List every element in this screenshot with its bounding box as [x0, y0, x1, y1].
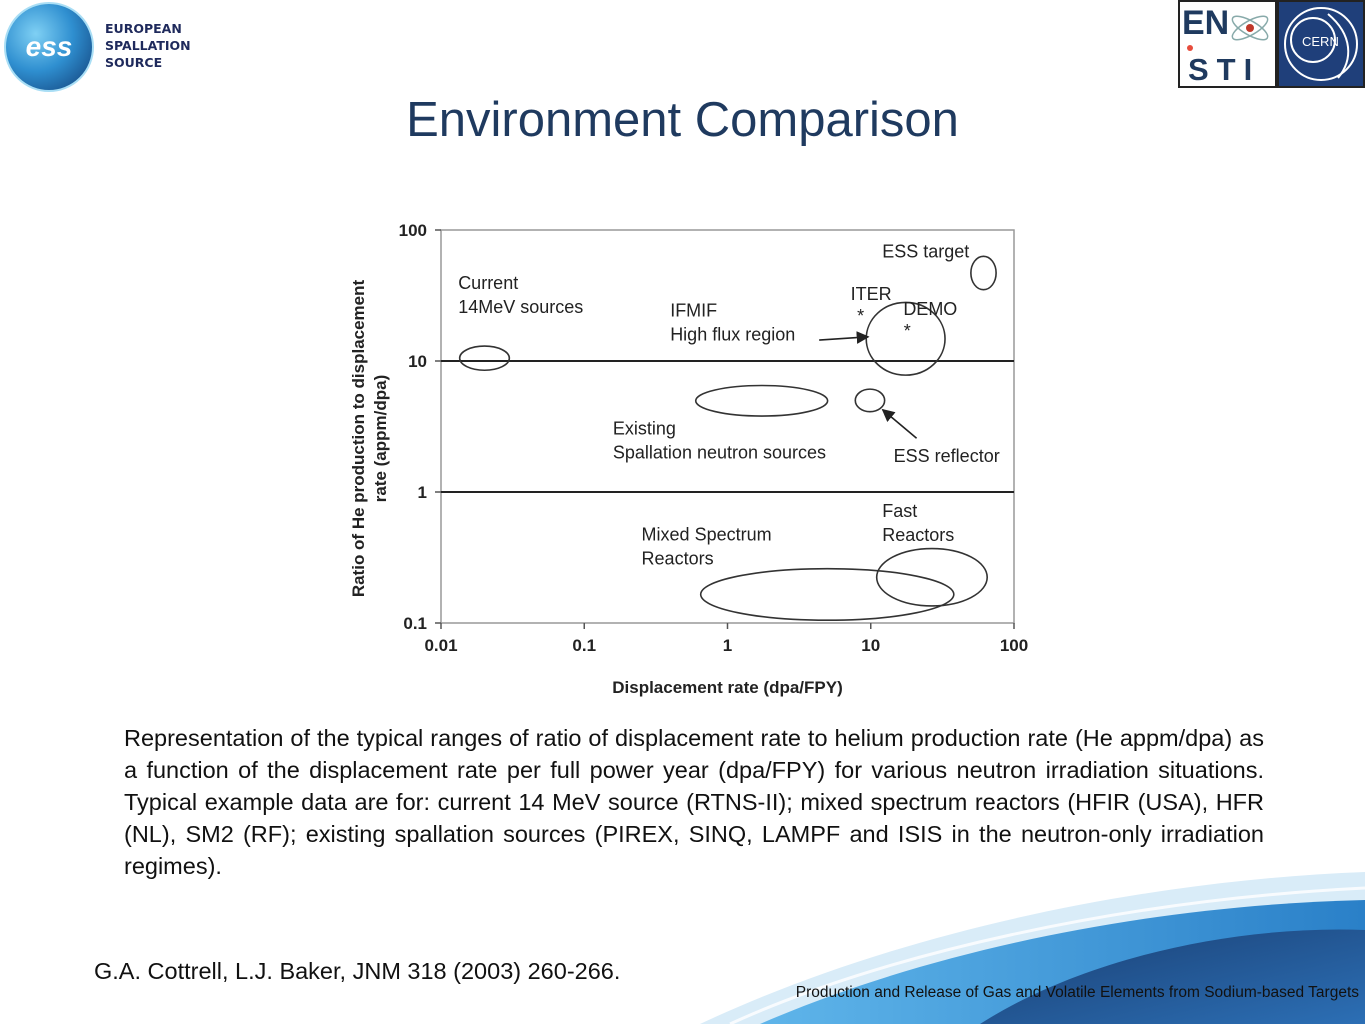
region-label-6	[882, 501, 954, 545]
region-ellipse-4	[855, 389, 884, 412]
region-label-line: 14MeV sources	[458, 296, 584, 317]
region-label-line: Mixed Spectrum	[641, 524, 772, 545]
region-label-line: High flux region	[670, 324, 796, 345]
x-tick-label: 1	[722, 636, 733, 655]
region-ellipse-5	[701, 569, 954, 621]
region-label-line: Fast	[882, 500, 918, 521]
environment-comparison-chart	[330, 210, 1050, 705]
footer-text: Production and Release of Gas and Volatile Elements from Sodium-based Targets	[795, 984, 1359, 1001]
plot-frame	[441, 230, 1014, 623]
en-sti-cern-logo	[1178, 0, 1365, 88]
y-axis-label	[349, 279, 390, 597]
page-title: Environment Comparison	[406, 93, 959, 147]
sti-text: STI	[1188, 52, 1261, 87]
x-axis-label: Displacement rate (dpa/FPY)	[612, 678, 843, 697]
region-label-line: Current	[458, 272, 519, 293]
region-ellipse-3	[696, 386, 828, 417]
point-marker-iter: *	[857, 306, 865, 327]
x-tick-label: 100	[999, 636, 1029, 655]
ess-logo-line-3: SOURCE	[105, 55, 163, 70]
reference-citation: G.A. Cottrell, L.J. Baker, JNM 318 (2003) 260-266.	[94, 958, 621, 984]
cern-text: CERN	[1302, 34, 1339, 49]
region-label-4	[894, 446, 1000, 466]
region-label-line: ESS target	[882, 241, 970, 262]
y-tick-label: 100	[398, 221, 427, 240]
x-tick-label: 10	[861, 636, 881, 655]
region-label-line: Spallation neutron sources	[612, 442, 827, 463]
y-tick-label: 1	[417, 483, 427, 502]
ess-monogram: ess	[25, 31, 73, 62]
point-marker-demo: *	[903, 320, 911, 341]
region-label-line: Reactors	[641, 548, 714, 569]
ifmif-arrow	[819, 337, 868, 340]
region-label-line: Reactors	[882, 524, 955, 545]
point-label-demo: DEMO	[903, 298, 958, 319]
region-ellipse-6	[877, 549, 988, 606]
y-axis-label-line: Ratio of He production to displacement	[349, 279, 368, 598]
region-label-0	[458, 273, 583, 317]
en-text: EN	[1182, 4, 1230, 42]
ess-logo-line-1: EUROPEAN	[105, 21, 182, 36]
y-tick-label: 10	[408, 352, 427, 371]
ess-logo	[2, 0, 202, 98]
ess-logo-line-2: SPALLATION	[105, 38, 191, 53]
x-tick-label: 0.1	[572, 636, 597, 655]
point-label-iter: ITER	[850, 284, 892, 305]
region-label-line: IFMIF	[670, 300, 718, 321]
x-tick-label: 0.01	[424, 636, 458, 655]
ess-logo-icon	[2, 0, 102, 98]
figure-caption: Representation of the typical ranges of ratio of displacement rate to helium production rate (He appm/dpa) as a function of the displacement rate per full power year (dpa/FPY) for various neutron irradiation situations. Typical example data are for: current 14 MeV source (RTNS-II); mixed spectrum reactors (HFIR (USA), HFR (NL), SM2 (RF); existing spallation sources (PIREX, SINQ, LAMPF and ISIS in the neutron-only irradiation regimes).	[124, 725, 1264, 879]
y-axis-label-line: rate (appm/dpa)	[371, 374, 390, 503]
ess-reflector-arrow	[883, 410, 917, 439]
region-label-3	[613, 418, 826, 462]
region-ellipse-0	[460, 346, 510, 370]
region-label-1	[882, 242, 969, 262]
region-label-line: ESS reflector	[893, 445, 1000, 466]
y-tick-label: 0.1	[403, 614, 427, 633]
region-label-5	[642, 524, 772, 568]
region-ellipse-1	[971, 256, 996, 289]
region-label-line: Existing	[612, 418, 676, 439]
region-label-2	[670, 300, 795, 344]
